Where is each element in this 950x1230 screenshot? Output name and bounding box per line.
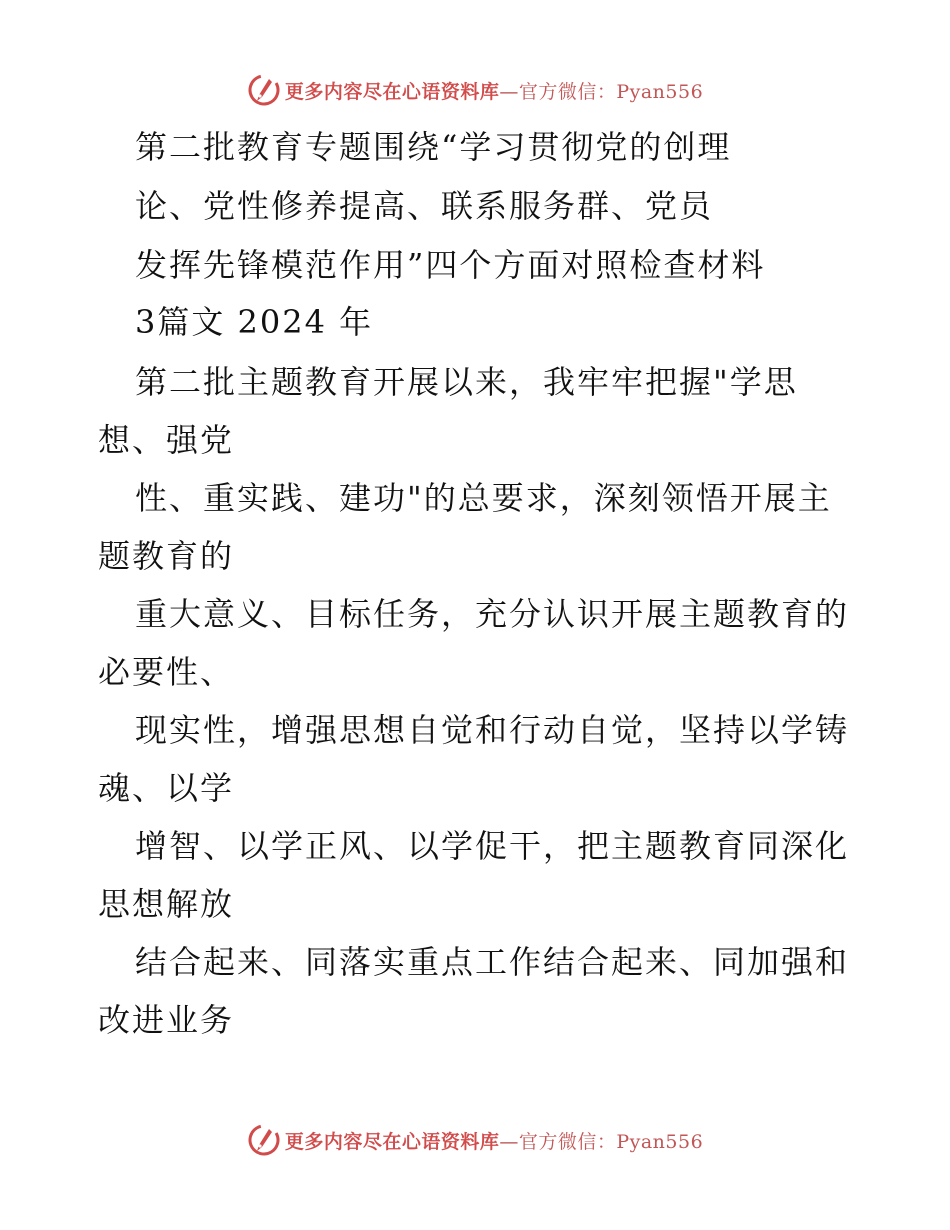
body-line: 魂、以学 xyxy=(98,769,235,807)
body-line: 必要性、 xyxy=(98,653,235,691)
body-line: 第二批主题教育开展以来，我牢牢把握"学思 xyxy=(135,363,798,401)
body-line: 思想解放 xyxy=(98,885,235,923)
body-line: 想、强党 xyxy=(98,421,235,459)
body-line: 题教育的 xyxy=(98,537,235,575)
body-line: 重大意义、目标任务，充分认识开展主题教育的 xyxy=(135,595,850,633)
body-line: 结合起来、同落实重点工作结合起来、同加强和 xyxy=(135,943,850,981)
watermark-banner-top xyxy=(0,70,950,110)
watermark-wechat-text: 官方微信：Pyan556 xyxy=(518,1130,704,1153)
watermark-brand-text: 更多内容尽在心语资料库 xyxy=(284,1130,500,1153)
title-line-4: 3篇文 2024 年 xyxy=(135,303,374,341)
watermark-separator: — xyxy=(499,80,519,103)
title-line-3: 发挥先锋模范作用”四个方面对照检查材料 xyxy=(135,246,766,284)
watermark-banner-bottom xyxy=(0,1120,950,1160)
pen-nib-logo-icon xyxy=(247,73,281,107)
body-line: 现实性，增强思想自觉和行动自觉，坚持以学铸 xyxy=(135,711,850,749)
body-line: 改进业务 xyxy=(98,1001,235,1039)
title-line-1: 第二批教育专题围绕“学习贯彻党的创理 xyxy=(135,128,732,166)
watermark-brand-text: 更多内容尽在心语资料库 xyxy=(284,80,500,103)
body-line: 增智、以学正风、以学促干，把主题教育同深化 xyxy=(135,827,850,865)
watermark-wechat-text: 官方微信：Pyan556 xyxy=(518,80,704,103)
pen-nib-logo-icon xyxy=(247,1123,281,1157)
title-line-2: 论、党性修养提高、联系服务群、党员 xyxy=(135,187,714,225)
body-line: 性、重实践、建功"的总要求，深刻领悟开展主 xyxy=(135,479,832,517)
watermark-separator: — xyxy=(499,1130,519,1153)
